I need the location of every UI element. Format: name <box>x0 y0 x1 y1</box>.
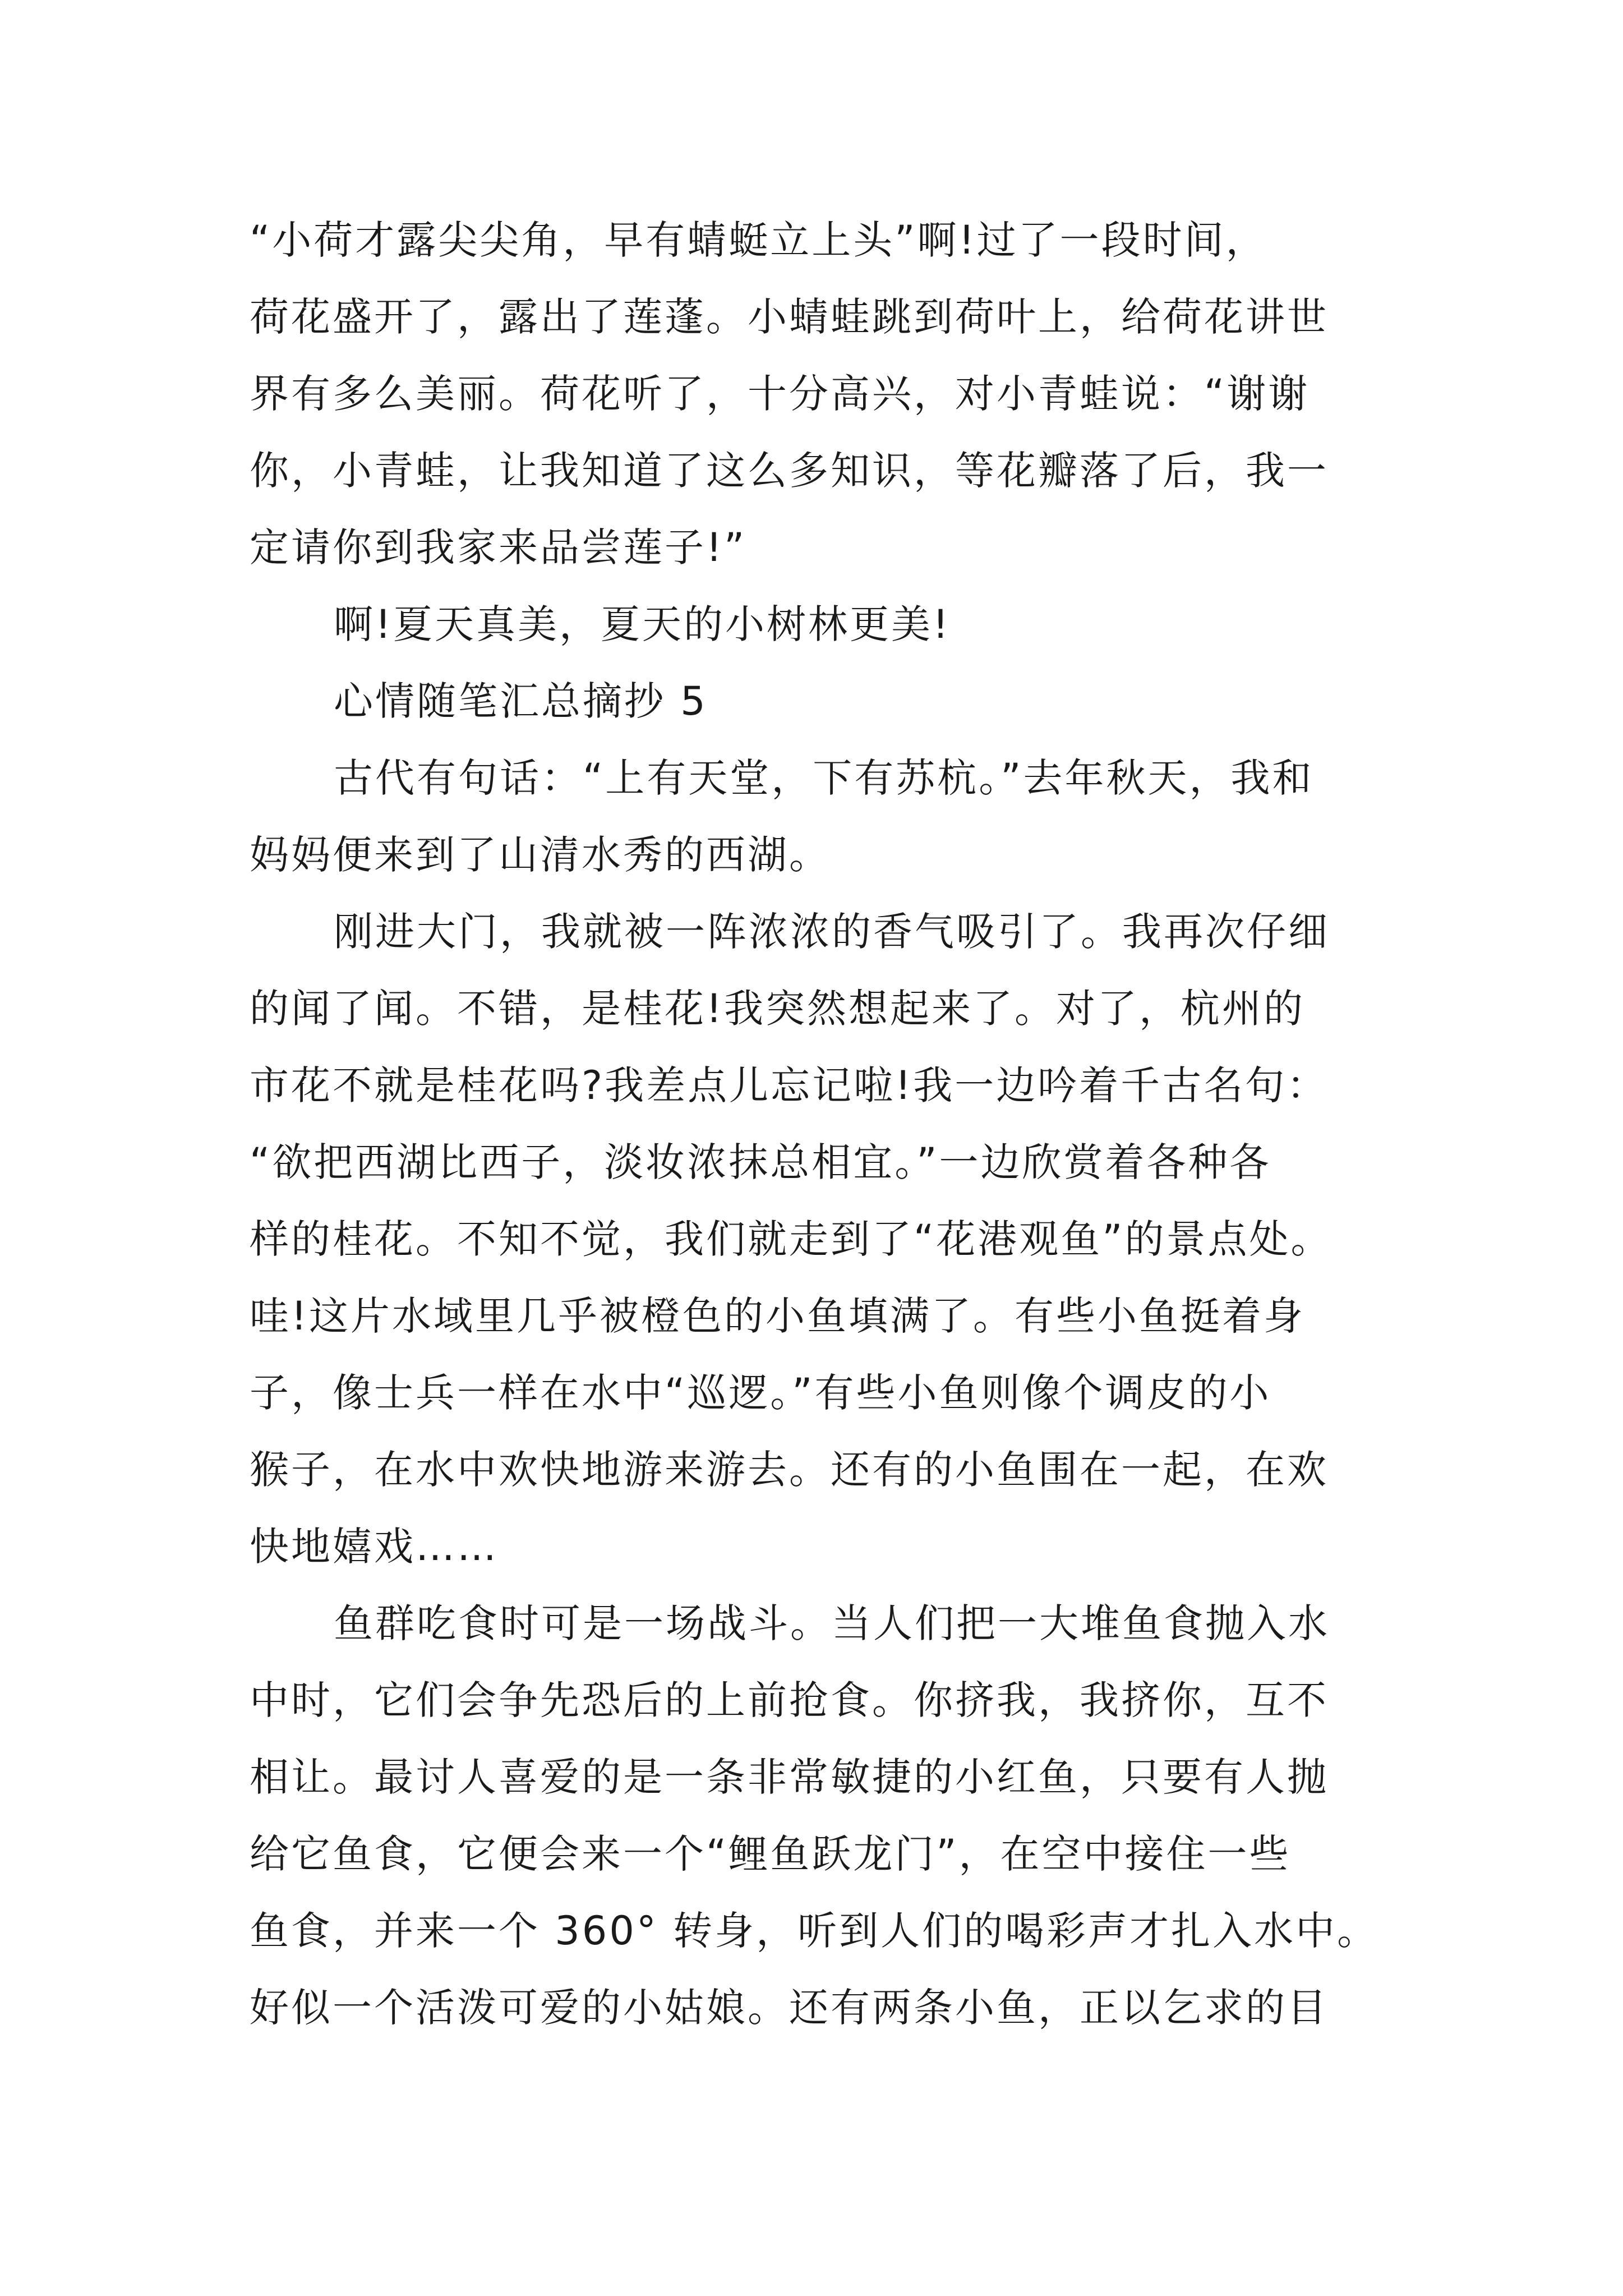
text-line: 哇!这片水域里几乎被橙色的小鱼填满了。有些小鱼挺着身 <box>250 1293 1306 1339</box>
text-line: 市花不就是桂花吗?我差点儿忘记啦!我一边吟着千古名句： <box>250 1062 1329 1108</box>
text-line: 你，小青蛙，让我知道了这么多知识，等花瓣落了后，我一 <box>250 448 1329 494</box>
text-line: 猴子，在水中欢快地游来游去。还有的小鱼围在一起，在欢 <box>250 1447 1329 1493</box>
text-line: 鱼食，并来一个 360° 转身，听到人们的喝彩声才扎入水中。 <box>250 1908 1379 1954</box>
text-line: 定请你到我家来品尝莲子!” <box>250 524 747 570</box>
text-line: 鱼群吃食时可是一场战斗。当人们把一大堆鱼食抛入水 <box>334 1600 1330 1646</box>
text-line: 界有多么美丽。荷花听了，十分高兴，对小青蛙说：“谢谢 <box>250 371 1310 417</box>
text-line: 妈妈便来到了山清水秀的西湖。 <box>250 832 831 878</box>
text-line: 啊!夏天真美，夏天的小树林更美! <box>334 601 951 647</box>
text-line: “小荷才露尖尖角，早有蜻蜓立上头”啊!过了一段时间， <box>250 217 1267 263</box>
text-line: 样的桂花。不知不觉，我们就走到了“花港观鱼”的景点处。 <box>250 1216 1332 1262</box>
text-line: 好似一个活泼可爱的小姑娘。还有两条小鱼，正以乞求的目 <box>250 1985 1329 2031</box>
text-line: 给它鱼食，它便会来一个“鲤鱼跃龙门”，在空中接住一些 <box>250 1831 1291 1877</box>
text-line: 中时，它们会争先恐后的上前抢食。你挤我，我挤你，互不 <box>250 1677 1329 1723</box>
text-line: 刚进大门，我就被一阵浓浓的香气吸引了。我再次仔细 <box>334 909 1330 955</box>
text-line: “欲把西湖比西子，淡妆浓抹总相宜。”一边欣赏着各种各 <box>250 1139 1271 1185</box>
text-line: 荷花盛开了，露出了莲蓬。小蜻蛙跳到荷叶上，给荷花讲世 <box>250 294 1329 340</box>
text-line: 子，像士兵一样在水中“巡逻。”有些小鱼则像个调皮的小 <box>250 1370 1271 1416</box>
text-line: 快地嬉戏…… <box>250 1524 499 1570</box>
text-line: 心情随笔汇总摘抄 5 <box>334 678 708 724</box>
text-line: 相让。最讨人喜爱的是一条非常敏捷的小红鱼，只要有人抛 <box>250 1754 1329 1800</box>
text-line: 古代有句话：“上有天堂，下有苏杭。”去年秋天，我和 <box>334 755 1314 801</box>
document-body <box>250 202 1410 2046</box>
text-line: 的闻了闻。不错，是桂花!我突然想起来了。对了，杭州的 <box>250 986 1306 1032</box>
